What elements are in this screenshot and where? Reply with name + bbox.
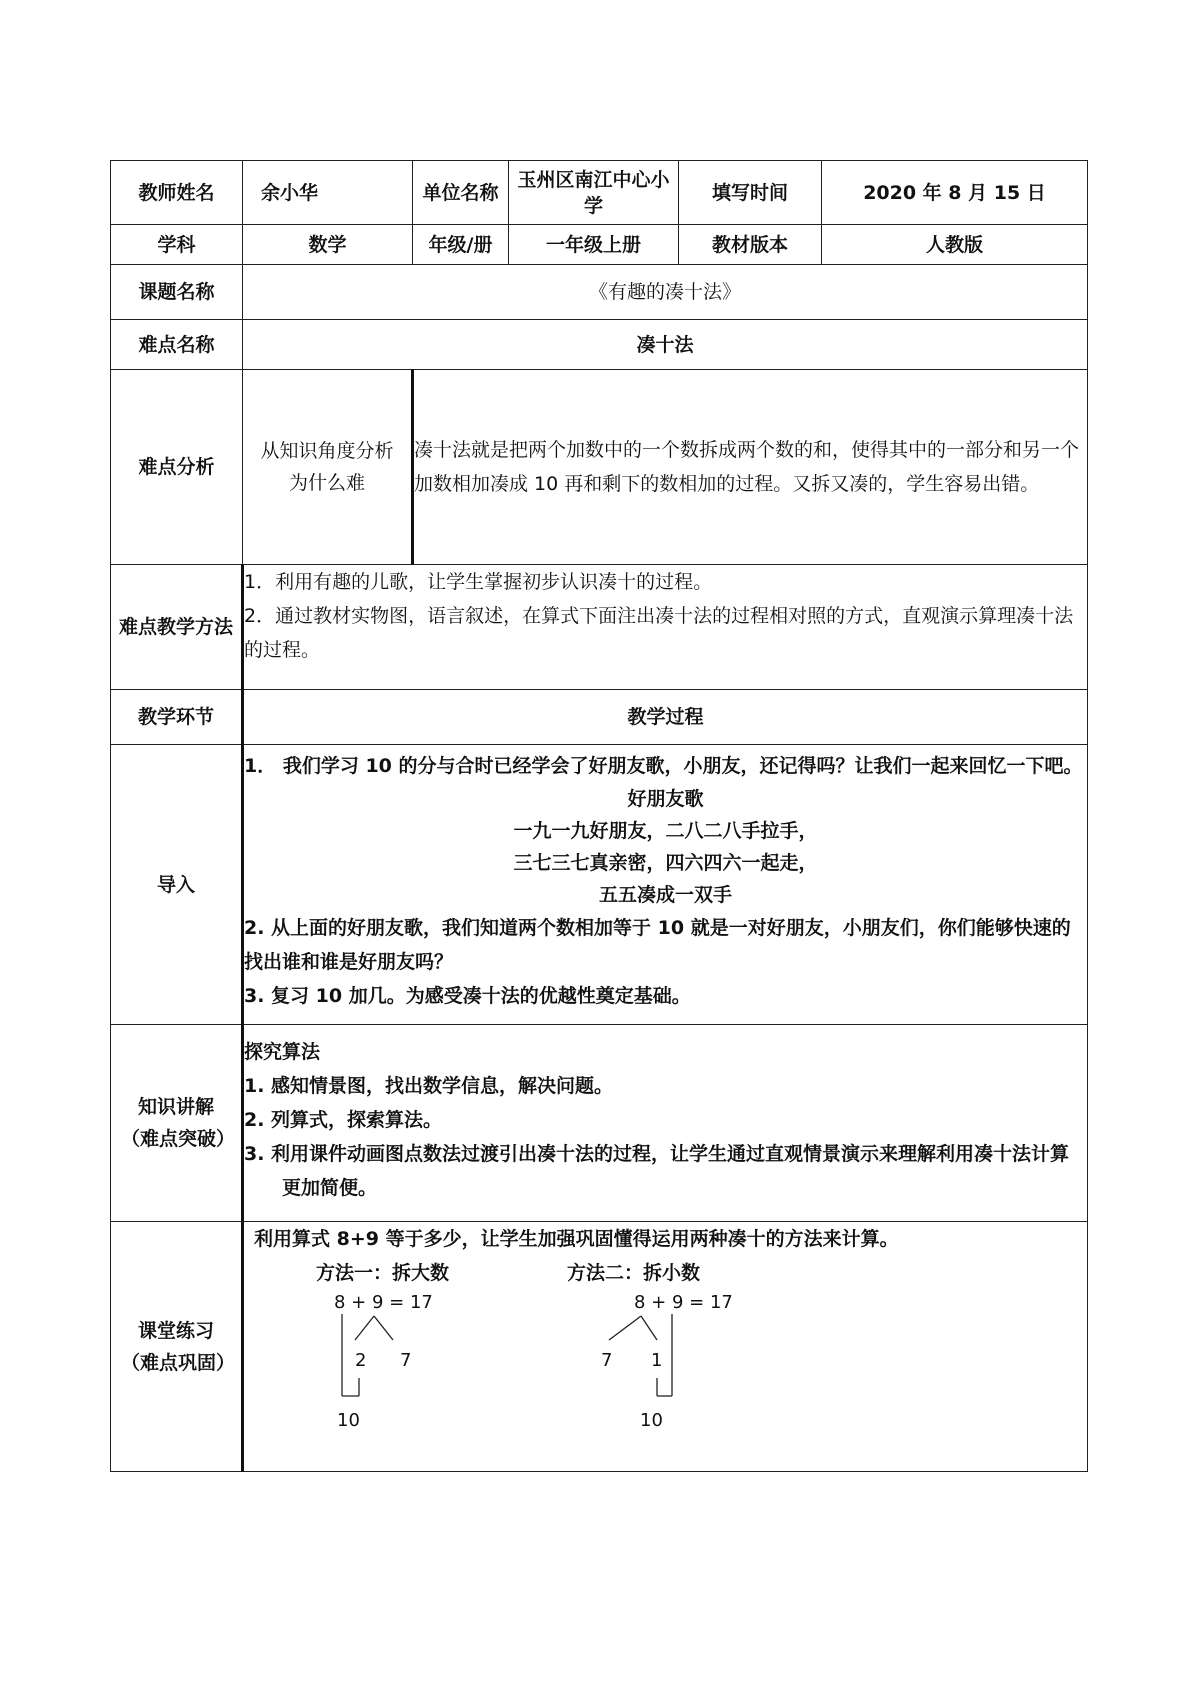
method1-equation: 8 + 9 = 17 (334, 1292, 433, 1313)
analysis-row (111, 370, 1088, 565)
date-label: 填写时间 (679, 161, 822, 225)
analysis-sub-label: 从知识角度分析为什么难 (243, 370, 413, 565)
method2-equation: 8 + 9 = 17 (634, 1292, 733, 1313)
date-value: 2020 年 8 月 15 日 (822, 161, 1088, 225)
method1-split-diagram (244, 1256, 544, 1466)
intro-item-2: 2. 从上面的好朋友歌，我们知道两个数相加等于 10 就是一对好朋友，小朋友们，你们能够快速的找出谁和谁是好朋友吗？ (244, 917, 1071, 973)
practice-intro: 利用算式 8+9 等于多少，让学生加强巩固懂得运用两种凑十的方法来计算。 (254, 1228, 899, 1250)
song-line-2: 三七三七真亲密，四六四六一起走， (513, 852, 818, 874)
practice-row (111, 1222, 1088, 1472)
intro-item-3: 3. 复习 10 加几。为感受凑十法的优越性奠定基础。 (244, 985, 691, 1007)
method2-branch-right (641, 1316, 657, 1340)
knowledge-item-2: 2. 列算式，探索算法。 (244, 1109, 443, 1131)
song-line-1: 一九一九好朋友，二八二八手拉手， (513, 820, 818, 842)
method2-split-left: 7 (601, 1350, 613, 1371)
process-header-row (111, 690, 1088, 745)
intro-item-1: 1． 我们学习 10 的分与合时已经学会了好朋友歌，小朋友，还记得吗？让我们一起来回忆一下吧。 (244, 755, 1083, 777)
method1-branch-left (355, 1316, 374, 1340)
practice-label: 课堂练习（难点巩固） (111, 1222, 243, 1472)
unit-label: 单位名称 (413, 161, 509, 225)
topic-label: 课题名称 (111, 265, 243, 320)
method-item-2: 2．通过教材实物图，语言叙述，在算式下面注出凑十法的过程相对照的方式，直观演示算理凑十法的过程。 (244, 605, 1074, 661)
lesson-plan-table (110, 160, 1088, 1472)
subject-label: 学科 (111, 225, 243, 265)
grade-value: 一年级上册 (509, 225, 679, 265)
knowledge-item-1: 1. 感知情景图，找出数学信息，解决问题。 (244, 1075, 614, 1097)
method-label: 难点教学方法 (111, 565, 243, 690)
intro-label: 导入 (111, 745, 243, 1025)
song-title: 好朋友歌 (627, 788, 704, 810)
teacher-label: 教师姓名 (111, 161, 243, 225)
method1-split-left: 2 (355, 1350, 367, 1371)
song-line-3: 五五凑成一双手 (598, 884, 732, 906)
method2-split-diagram (544, 1256, 844, 1466)
teacher-name: 余小华 (243, 161, 413, 225)
intro-content (243, 745, 1088, 1025)
knowledge-label: 知识讲解（难点突破） (111, 1025, 243, 1222)
practice-diagrams (244, 1256, 1087, 1466)
process-title: 教学过程 (243, 690, 1088, 745)
topic-value: 《有趣的凑十法》 (243, 265, 1088, 320)
analysis-label: 难点分析 (111, 370, 243, 565)
header-row-2 (111, 225, 1088, 265)
method2-sum: 10 (640, 1410, 663, 1431)
edition-label: 教材版本 (679, 225, 822, 265)
method-item-1: 1．利用有趣的儿歌，让学生掌握初步认识凑十的过程。 (244, 571, 713, 593)
knowledge-content (243, 1025, 1088, 1222)
topic-row (111, 265, 1088, 320)
method1-split-right: 7 (400, 1350, 412, 1371)
analysis-text: 凑十法就是把两个加数中的一个数拆成两个数的和，使得其中的一部分和另一个加数相加凑成 10 再和剩下的数相加的过程。又拆又凑的，学生容易出错。 (413, 370, 1088, 565)
header-row-1 (111, 161, 1088, 225)
knowledge-item-3: 3. 利用课件动画图点数法过渡引出凑十法的过程，让学生通过直观情景演示来理解利用凑十法计算更加简便。 (244, 1143, 1070, 1199)
process-stage-label: 教学环节 (111, 690, 243, 745)
knowledge-heading: 探究算法 (244, 1041, 321, 1063)
intro-row (111, 745, 1088, 1025)
method1-branch-right (374, 1316, 393, 1340)
method-row (111, 565, 1088, 690)
method1-title: 方法一：拆大数 (316, 1262, 450, 1284)
subject-value: 数学 (243, 225, 413, 265)
grade-label: 年级/册 (413, 225, 509, 265)
difficulty-label: 难点名称 (111, 320, 243, 370)
difficulty-row (111, 320, 1088, 370)
difficulty-value: 凑十法 (243, 320, 1088, 370)
method2-split-right: 1 (651, 1350, 663, 1371)
edition-value: 人教版 (822, 225, 1088, 265)
method2-branch-left (609, 1316, 641, 1340)
unit-value: 玉州区南江中心小学 (509, 161, 679, 225)
knowledge-row (111, 1025, 1088, 1222)
practice-content (243, 1222, 1088, 1472)
method2-title: 方法二：拆小数 (567, 1262, 701, 1284)
method1-sum: 10 (337, 1410, 360, 1431)
method-content (243, 565, 1088, 690)
